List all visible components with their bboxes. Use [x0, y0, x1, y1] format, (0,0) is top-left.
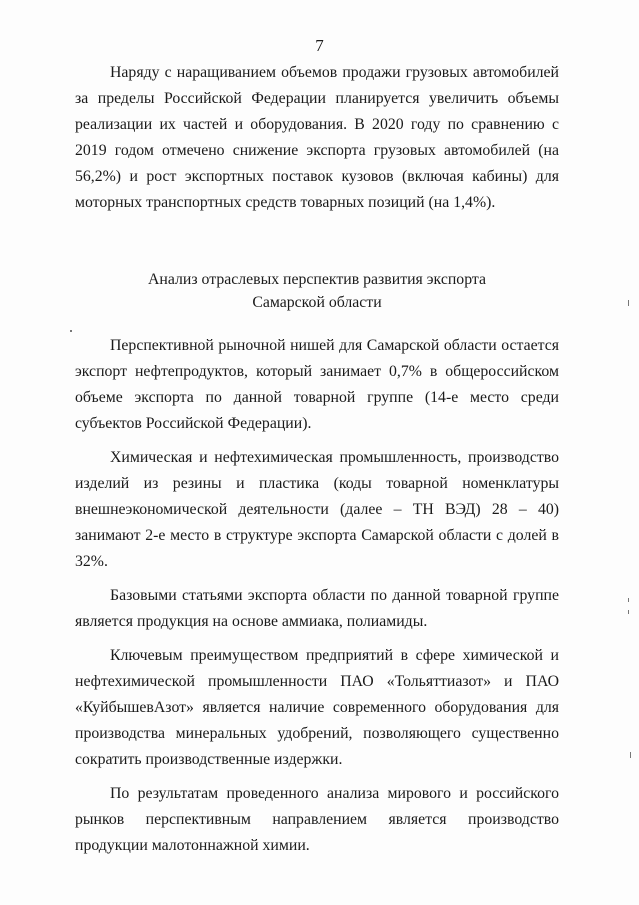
scan-artifact — [628, 300, 629, 306]
page-number: 7 — [315, 36, 324, 55]
scan-artifact — [628, 598, 629, 602]
scan-artifact — [628, 610, 629, 614]
section-heading — [75, 268, 559, 314]
scan-artifact — [630, 752, 631, 758]
paragraph-oil-products: Перспективной рыночной нишей для Самарской области остается экспорт нефтепродуктов, который занимает 0,7% в общероссийском объеме экспорта по данной товарной группе (14-е место среди субъектов Российской Федерации). — [75, 337, 559, 432]
section-body — [75, 333, 559, 859]
paragraph-key-advantage: Ключевым преимуществом предприятий в сфере химической и нефтехимической промышленности ПАО «Тольяттиазот» и ПАО «КуйбышевАзот» является наличие современного оборудования для производства минеральных удобрений, позволяющего существенно сократить производственные издержки. — [75, 647, 559, 768]
paragraph-analysis-result: По результатам проведенного анализа мирового и российского рынков перспективным направлением является производство продукции малотоннажной химии. — [75, 785, 559, 854]
scan-artifact — [70, 330, 72, 332]
paragraph-base-export-items: Базовыми статьями экспорта области по данной товарной группе является продукция на основе аммиака, полиамиды. — [75, 587, 559, 630]
section-heading-line-1: Анализ отраслевых перспектив развития экспорта — [148, 271, 486, 288]
intro-section — [75, 60, 559, 216]
intro-paragraph: Наряду с наращиванием объемов продажи грузовых автомобилей за пределы Российской Федерации планируется увеличить объемы реализации их частей и оборудования. В 2020 году по сравнению с 2019 годом отмечено снижение экспорта грузовых автомобилей (на 56,2%) и рост экспортных поставок кузовов (включая кабины) для моторных транспортных средств товарных позиций (на 1,4%). — [75, 64, 559, 211]
paragraph-chemical-industry: Химическая и нефтехимическая промышленность, производство изделий из резины и пластика (коды товарной номенклатуры внешнеэкономической деятельности (далее – ТН ВЭД) 28 – 40) занимают 2-е место в структуре экспорта Самарской области с долей в 32%. — [75, 449, 559, 570]
section-heading-line-2: Самарской области — [252, 294, 382, 311]
